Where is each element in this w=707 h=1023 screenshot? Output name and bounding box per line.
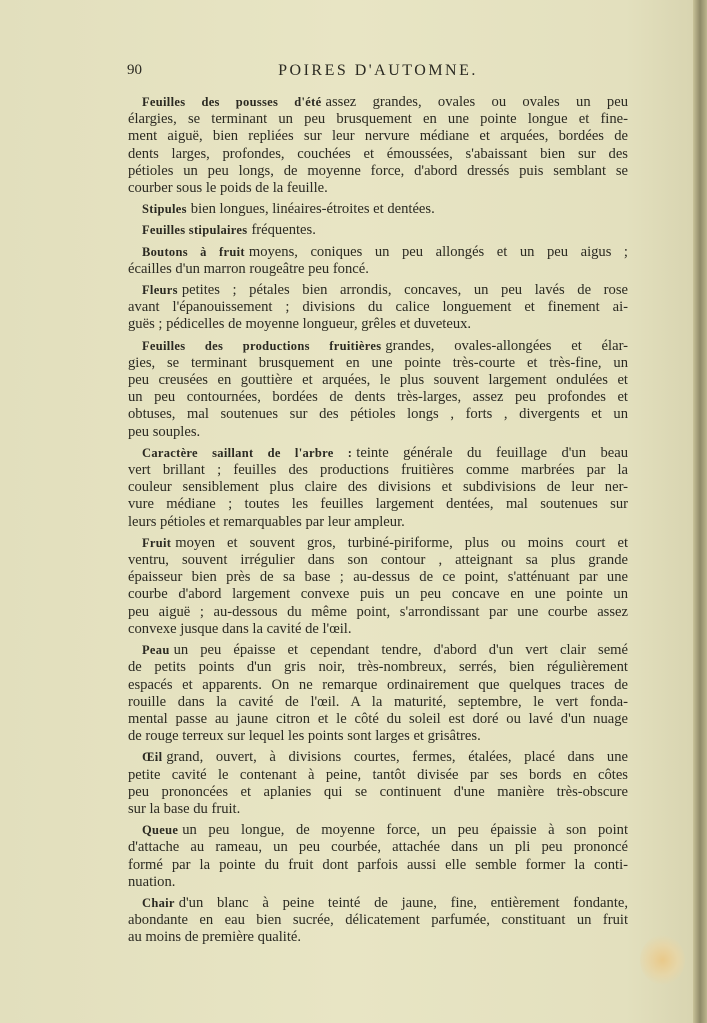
text-line xyxy=(128,839,628,856)
line-text: dents larges, profondes, couchées et émoussées, s'abaissant bien sur des xyxy=(128,145,628,162)
text-line xyxy=(128,514,628,531)
line-text: vert brillant ; feuilles des productions fruitières comme marbrées par la xyxy=(128,462,628,479)
line-text: espacés et apparents. On ne remarque ordinairement que quelques traces de xyxy=(128,676,628,693)
line-text: bien longues, linéaires-étroites et dentées. xyxy=(190,201,435,218)
text-line xyxy=(128,642,628,659)
text-line xyxy=(128,728,628,745)
line-text: ment aiguë, bien repliées sur leur nervure médiane et arquées, bordées de xyxy=(128,128,628,145)
line-text: fréquentes. xyxy=(251,222,316,239)
paragraph-lead: Peau xyxy=(142,643,170,658)
paragraph xyxy=(128,222,628,239)
text-line xyxy=(128,586,628,603)
text-line xyxy=(128,496,628,513)
line-text: petite cavité le contenant à peine, tantôt divisée par ses bords en côtes xyxy=(128,766,628,783)
line-text: teinte générale du feuillage d'un beau xyxy=(356,444,628,461)
line-text: courbe d'abord largement convexe puis un peu concave en une pointe un xyxy=(128,586,628,603)
page-body xyxy=(128,94,628,951)
text-line xyxy=(128,462,628,479)
line-text: vure médiane ; toutes les feuilles largement dentées, mal soutenues sur xyxy=(128,496,628,513)
line-text: de petits points d'un gris noir, très-nombreux, serrés, bien régulièrement xyxy=(128,659,628,676)
text-line xyxy=(128,146,628,163)
paragraph-lead: Feuilles des productions fruitières xyxy=(142,338,382,353)
line-text: un peu longue, de moyenne force, un peu épaissie à son point xyxy=(182,822,628,839)
text-line xyxy=(128,201,628,218)
paragraph-lead: Caractère saillant de l'arbre : xyxy=(142,445,353,460)
line-text: d'un blanc à peine teinté de jaune, fine, entièrement fondante, xyxy=(178,894,628,911)
line-text: mental passe au jaune citron et le côté du soleil est doré ou lavé d'un nuage xyxy=(128,710,628,727)
line-text: élargies, se terminant un peu brusquement en une pointe longue et fine- xyxy=(128,111,628,128)
paragraph xyxy=(128,535,628,638)
line-text: formé par la pointe du fruit dont parfois aussi elle semble former la conti- xyxy=(128,856,628,873)
text-line xyxy=(128,338,628,355)
text-line xyxy=(128,94,628,111)
text-line xyxy=(128,784,628,801)
text-line xyxy=(128,222,628,239)
text-line xyxy=(128,479,628,496)
paragraph-lead: Fruit xyxy=(142,535,172,550)
text-line xyxy=(128,677,628,694)
paragraph-lead: Chair xyxy=(142,895,175,910)
line-text: nuation. xyxy=(128,873,176,890)
text-line xyxy=(128,299,628,316)
line-text: grand, ouvert, à divisions courtes, fermes, étalées, placé dans une xyxy=(166,749,628,766)
text-line xyxy=(128,604,628,621)
line-text: peu souples. xyxy=(128,423,201,440)
paragraph-lead: Œil xyxy=(142,750,163,765)
line-text: de rouge terreux sur lequel les points sont larges et grisâtres. xyxy=(128,728,481,745)
line-text: peu prononcées et aplanies qui se continuent d'une manière très-obscure xyxy=(128,783,628,800)
text-line xyxy=(128,535,628,552)
text-line xyxy=(128,180,628,197)
paragraph xyxy=(128,338,628,441)
text-line xyxy=(128,282,628,299)
paragraph xyxy=(128,244,628,278)
line-text: moyen et souvent gros, turbiné-piriforme, plus ou moins court et xyxy=(175,534,628,551)
paragraph xyxy=(128,201,628,218)
running-header xyxy=(127,62,629,84)
page-number: 90 xyxy=(127,62,142,78)
line-text: un peu contournées, bordées de dents très-larges, assez peu profondes et xyxy=(128,389,628,406)
line-text: avant l'épanouissement ; divisions du calice longuement et finement ai- xyxy=(128,299,628,316)
line-text: convexe jusque dans la cavité de l'œil. xyxy=(128,620,352,637)
text-line xyxy=(128,244,628,261)
line-text: obtuses, mal soutenues sur des pétioles longs , forts , divergents et un xyxy=(128,406,628,423)
text-line xyxy=(128,749,628,766)
text-line xyxy=(128,621,628,638)
line-text: grandes, ovales-allongées et élar- xyxy=(385,337,628,354)
paragraph xyxy=(128,282,628,334)
paragraph xyxy=(128,822,628,891)
line-text: moyens, coniques un peu allongés et un peu aigus ; xyxy=(248,243,628,260)
line-text: rouille dans la cavité de l'œil. A la maturité, septembre, le vert fonda- xyxy=(128,693,628,710)
paper-stain xyxy=(640,935,685,985)
line-text: peu aiguë ; au-dessous du même point, s'arrondissant par une courbe assez xyxy=(128,603,628,620)
line-text: petites ; pétales bien arrondis, concaves, un peu lavés de rose xyxy=(181,282,628,299)
text-line xyxy=(128,801,628,818)
text-line xyxy=(128,874,628,891)
line-text: écailles d'un marron rougeâtre peu foncé. xyxy=(128,260,369,277)
line-text: pétioles un peu longs, de moyenne force, d'abord dressés puis semblant se xyxy=(128,162,628,179)
paragraph-lead: Boutons à fruit xyxy=(142,244,245,259)
text-line xyxy=(128,372,628,389)
text-line xyxy=(128,694,628,711)
text-line xyxy=(128,857,628,874)
line-text: guës ; pédicelles de moyenne longueur, grêles et duveteux. xyxy=(128,316,472,333)
line-text: ventru, souvent irrégulier dans son contour , atteignant sa plus grande xyxy=(128,552,628,569)
line-text: au moins de première qualité. xyxy=(128,929,302,946)
paragraph xyxy=(128,642,628,745)
line-text: leurs pétioles et remarquables par leur ampleur. xyxy=(128,513,405,530)
paragraph-lead: Feuilles stipulaires xyxy=(142,223,248,238)
line-text: courber sous le poids de la feuille. xyxy=(128,180,328,197)
paragraph xyxy=(128,749,628,818)
text-line xyxy=(128,128,628,145)
text-line xyxy=(128,406,628,423)
text-line xyxy=(128,111,628,128)
text-line xyxy=(128,552,628,569)
text-line xyxy=(128,822,628,839)
line-text: d'attache au rameau, un peu courbée, attachée dans un pli peu prononcé xyxy=(128,839,628,856)
line-text: couleur sensiblement plus claire des divisions et subdivisions de leur ner- xyxy=(128,479,628,496)
text-line xyxy=(128,569,628,586)
text-line xyxy=(128,767,628,784)
line-text: peu creusées en gouttière et arquées, le plus souvent largement ondulées et xyxy=(128,372,628,389)
text-line xyxy=(128,163,628,180)
text-line xyxy=(128,445,628,462)
paragraph-lead: Fleurs xyxy=(142,283,178,298)
line-text: assez grandes, ovales ou ovales un peu xyxy=(325,94,628,110)
paragraph-lead: Stipules xyxy=(142,202,187,217)
text-line xyxy=(128,711,628,728)
paragraph xyxy=(128,895,628,947)
text-line xyxy=(128,659,628,676)
text-line xyxy=(128,261,628,278)
text-line xyxy=(128,316,628,333)
line-text: sur la base du fruit. xyxy=(128,800,241,817)
text-line xyxy=(128,355,628,372)
running-title: POIRES D'AUTOMNE. xyxy=(278,62,478,79)
paragraph-lead: Queue xyxy=(142,823,179,838)
line-text: épaisseur bien près de sa base ; au-dessus de ce point, s'atténuant par une xyxy=(128,569,628,586)
text-line xyxy=(128,424,628,441)
paragraph xyxy=(128,94,628,197)
text-line xyxy=(128,912,628,929)
text-line xyxy=(128,895,628,912)
text-line xyxy=(128,389,628,406)
line-text: un peu épaisse et cependant tendre, d'abord d'un vert clair semé xyxy=(173,642,628,659)
text-line xyxy=(128,929,628,946)
page-edge xyxy=(693,0,707,1023)
paragraph-lead: Feuilles des pousses d'été xyxy=(142,95,322,109)
line-text: abondante en eau bien sucrée, délicatement parfumée, constituant un fruit xyxy=(128,912,628,929)
line-text: gies, se terminant brusquement en une pointe très-courte et très-fine, un xyxy=(128,354,628,371)
paragraph xyxy=(128,445,628,531)
